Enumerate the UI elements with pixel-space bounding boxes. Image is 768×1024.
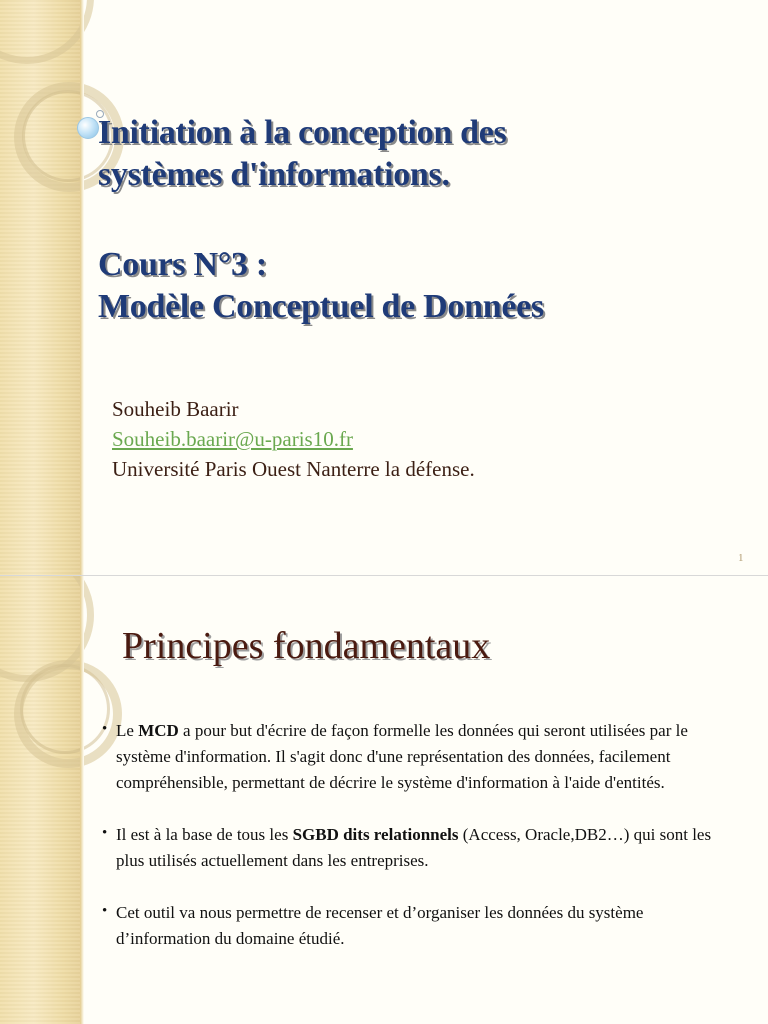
decorative-side-band [0, 576, 84, 1024]
title-bullet-icon [77, 117, 99, 139]
page-number: 1 [738, 552, 744, 564]
slide-2-title: Principes fondamentaux [122, 625, 491, 667]
title-line: Initiation à la conception des [98, 114, 507, 151]
author-block [112, 394, 475, 484]
title-line: systèmes d'informations. [98, 156, 450, 193]
author-name: Souheib Baarir [112, 397, 239, 421]
slide-1-title [98, 112, 738, 328]
decorative-ring [0, 0, 94, 64]
list-item: • Le MCD a pour but d'écrire de façon formelle les données qui seront utilisées par le système d'information. Il s'agit donc d'une représentation des données, facilement compréhensible, permettant de décrire le système d'information à l'aide d'entités. [100, 718, 720, 796]
slide-2 [0, 576, 768, 1024]
decorative-side-band [0, 0, 84, 576]
title-line: Modèle Conceptuel de Données [98, 288, 544, 325]
list-item: • Il est à la base de tous les SGBD dits relationnels (Access, Oracle,DB2…) qui sont les plus utilisés actuellement dans les entreprises. [100, 822, 720, 874]
title-line: Cours N°3 : [98, 246, 267, 283]
list-item: • Cet outil va nous permettre de recenser et d’organiser les données du système d’information du domaine étudié. [100, 900, 720, 952]
bullet-list [100, 718, 720, 978]
author-email-link[interactable]: Souheib.baarir@u-paris10.fr [112, 427, 353, 451]
author-affiliation: Université Paris Ouest Nanterre la défense. [112, 457, 475, 481]
